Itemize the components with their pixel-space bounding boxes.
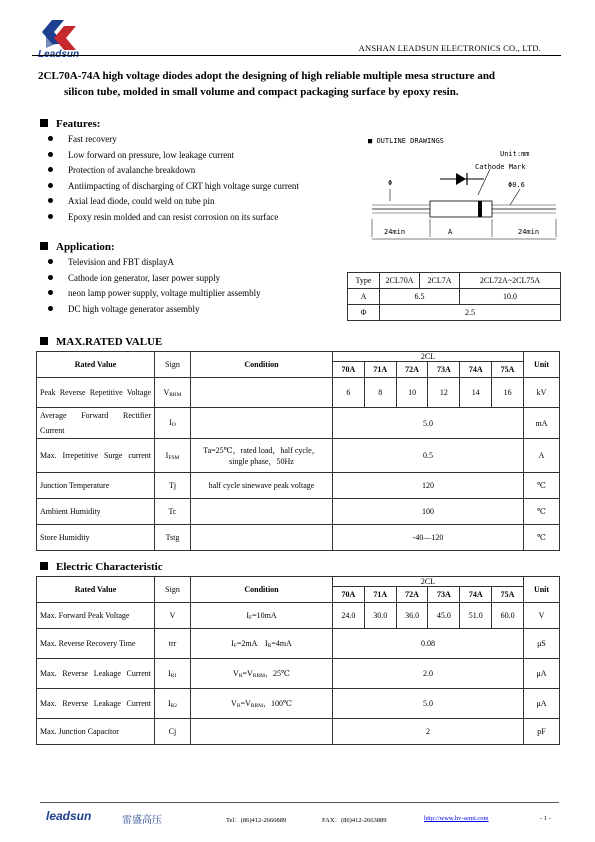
model-header: 72A: [396, 362, 428, 378]
unit-cell: μA: [524, 689, 560, 719]
param-name: Average Forward Rectifier Current: [37, 408, 155, 439]
model-header: 75A: [492, 587, 524, 603]
unit-cell: μA: [524, 659, 560, 689]
value-cell: 30.0: [364, 603, 396, 629]
value-cell: 36.0: [396, 603, 428, 629]
condition-cell: IF=2mA IR=4mA: [191, 629, 333, 659]
condition-cell: [191, 499, 333, 525]
param-name: Peak Reverse Repetitive Voltage: [37, 378, 155, 408]
param-name: Max. Reverse Recovery Time: [37, 629, 155, 659]
intro-line-2: silicon tube, molded in small volume and compact packaging surface by epoxy resin.: [64, 86, 459, 98]
unit-cell: pF: [524, 719, 560, 745]
square-bullet-icon: [40, 337, 48, 345]
list-item: Protection of avalanche breakdown: [48, 163, 299, 179]
value-cell: 16: [492, 378, 524, 408]
outline-title: ■ OUTLINE DRAWINGS: [368, 137, 444, 145]
table-row: [37, 603, 560, 629]
table-cell: 2CL7A: [420, 273, 460, 289]
param-name: Max. Reverse Leakage Current: [37, 659, 155, 689]
rated-value-header: Rated Value: [37, 577, 155, 603]
value-cell: 2: [333, 719, 524, 745]
value-cell: 0.5: [333, 439, 524, 473]
condition-cell: [191, 719, 333, 745]
value-cell: -40—120: [333, 525, 524, 551]
diode-drawing-icon: [360, 133, 564, 255]
table-cell: 10.0: [460, 289, 561, 305]
condition-header: Condition: [191, 577, 333, 603]
company-name: ANSHAN LEADSUN ELECTRONICS CO., LTD.: [358, 43, 541, 53]
list-item: Television and FBT displayA: [48, 255, 261, 271]
table-header-row: [37, 352, 560, 362]
footer-cn-name: 雷盛高压: [122, 815, 162, 826]
condition-header: Condition: [191, 352, 333, 378]
sign-cell: V: [155, 603, 191, 629]
sign-cell: IR2: [155, 689, 191, 719]
param-name: Max. Irrepetitive Surge current: [37, 439, 155, 473]
features-list: [48, 132, 299, 225]
value-cell: 8: [364, 378, 396, 408]
table-row: [348, 289, 561, 305]
application-heading: Application:: [40, 241, 115, 253]
param-name: Max. Junction Capacitor: [37, 719, 155, 745]
condition-cell: [191, 408, 333, 439]
body-length-label: A: [448, 228, 453, 236]
table-cell: 2CL72A~2CL75A: [460, 273, 561, 289]
footer-tel: Tel：(86)412-2660889: [226, 817, 287, 824]
table-row: [37, 719, 560, 745]
model-header: 70A: [333, 362, 365, 378]
sign-cell: IR1: [155, 659, 191, 689]
square-bullet-icon: [40, 119, 48, 127]
logo-text: Leadsun: [38, 49, 80, 60]
param-name: Junction Temperature: [37, 473, 155, 499]
table-row: [37, 629, 560, 659]
square-bullet-icon: [40, 562, 48, 570]
condition-cell: VR=VRRM，100℃: [191, 689, 333, 719]
footer-url-link[interactable]: http://www.hv-semi.com: [424, 815, 489, 822]
model-header: 71A: [364, 362, 396, 378]
value-cell: 45.0: [428, 603, 460, 629]
list-item: Low forward on pressure, low leakage current: [48, 148, 299, 164]
phi-value-label: Φ0.6: [508, 181, 525, 189]
phi-label: Φ: [388, 179, 393, 187]
square-bullet-icon: [40, 242, 48, 250]
sign-cell: Cj: [155, 719, 191, 745]
model-header: 70A: [333, 587, 365, 603]
value-cell: 6: [333, 378, 365, 408]
sign-header: Sign: [155, 352, 191, 378]
unit-header: Unit: [524, 577, 560, 603]
dimension-table: [347, 272, 561, 321]
value-cell: 24.0: [333, 603, 365, 629]
condition-cell: IF=10mA: [191, 603, 333, 629]
sign-cell: Tj: [155, 473, 191, 499]
footer-url[interactable]: [424, 815, 489, 822]
list-item: Antiimpacting of discharging of CRT high voltage surge current: [48, 179, 299, 195]
unit-cell: ℃: [524, 499, 560, 525]
table-cell: A: [348, 289, 380, 305]
table-cell: Φ: [348, 305, 380, 321]
list-item: DC high voltage generator assembly: [48, 302, 261, 318]
list-item: Cathode ion generator, laser power supply: [48, 271, 261, 287]
electric-table: [36, 576, 560, 745]
sign-header: Sign: [155, 577, 191, 603]
application-list: [48, 255, 261, 317]
value-cell: 60.0: [492, 603, 524, 629]
table-cell: 6.5: [380, 289, 460, 305]
value-cell: 5.0: [333, 689, 524, 719]
condition-cell: Ta=25℃，rated load，half cycle，single phase，50Hz: [191, 439, 333, 473]
unit-cell: μS: [524, 629, 560, 659]
param-name: Store Humidity: [37, 525, 155, 551]
unit-cell: ℃: [524, 525, 560, 551]
rated-value-header: Rated Value: [37, 352, 155, 378]
table-cell: 2CL70A: [380, 273, 420, 289]
unit-header: Unit: [524, 352, 560, 378]
table-row: [37, 659, 560, 689]
group-header: 2CL: [333, 577, 524, 587]
unit-label: Unit:mm: [500, 150, 530, 158]
footer-fax: FAX：(86)412-2663889: [322, 817, 387, 824]
table-row: [37, 689, 560, 719]
model-header: 74A: [460, 587, 492, 603]
list-item: Fast recovery: [48, 132, 299, 148]
model-header: 74A: [460, 362, 492, 378]
table-header-row: [37, 577, 560, 587]
value-cell: 10: [396, 378, 428, 408]
intro-paragraph: [38, 68, 560, 100]
group-header: 2CL: [333, 352, 524, 362]
condition-cell: [191, 525, 333, 551]
table-row: [348, 305, 561, 321]
value-cell: 120: [333, 473, 524, 499]
electric-heading: Electric Characteristic: [40, 561, 163, 573]
param-name: Max. Forward Peak Voltage: [37, 603, 155, 629]
table-cell: 2.5: [380, 305, 561, 321]
list-item: Epoxy resin molded and can resist corrosion on its surface: [48, 210, 299, 226]
list-item: neon lamp power supply, voltage multiplier assembly: [48, 286, 261, 302]
param-name: Ambient Humidity: [37, 499, 155, 525]
model-header: 71A: [364, 587, 396, 603]
max-rated-heading: MAX.RATED VALUE: [40, 336, 162, 348]
unit-cell: ℃: [524, 473, 560, 499]
intro-line-1: 2CL70A-74A high voltage diodes adopt the designing of high reliable multiple mesa structure and: [38, 70, 496, 82]
table-row: [37, 499, 560, 525]
header-rule: [32, 55, 561, 56]
value-cell: 51.0: [460, 603, 492, 629]
model-header: 73A: [428, 362, 460, 378]
sign-cell: trr: [155, 629, 191, 659]
unit-cell: kV: [524, 378, 560, 408]
features-heading: Features:: [40, 118, 100, 130]
table-row: [37, 378, 560, 408]
lead-left-label: 24min: [384, 228, 406, 236]
list-item: Axial lead diode, could weld on tube pin: [48, 194, 299, 210]
model-header: 72A: [396, 587, 428, 603]
unit-cell: A: [524, 439, 560, 473]
outline-drawing: [360, 133, 564, 255]
lead-right-label: 24min: [518, 228, 540, 236]
value-cell: 14: [460, 378, 492, 408]
value-cell: 0.08: [333, 629, 524, 659]
sign-cell: Tc: [155, 499, 191, 525]
unit-cell: mA: [524, 408, 560, 439]
value-cell: 100: [333, 499, 524, 525]
model-header: 73A: [428, 587, 460, 603]
page-number: - 1 -: [540, 815, 551, 822]
condition-cell: VR=VRRM，25℃: [191, 659, 333, 689]
unit-cell: V: [524, 603, 560, 629]
footer-rule: [40, 802, 559, 803]
condition-cell: half cycle sinewave peak voltage: [191, 473, 333, 499]
condition-cell: [191, 378, 333, 408]
sign-cell: Tstg: [155, 525, 191, 551]
table-row: [37, 408, 560, 439]
table-row: [348, 273, 561, 289]
value-cell: 5.0: [333, 408, 524, 439]
sign-cell: VRRM: [155, 378, 191, 408]
table-cell: Type: [348, 273, 380, 289]
model-header: 75A: [492, 362, 524, 378]
value-cell: 2.0: [333, 659, 524, 689]
cathode-mark-label: Cathode Mark: [475, 163, 526, 171]
sign-cell: IO: [155, 408, 191, 439]
table-row: [37, 473, 560, 499]
table-row: [37, 525, 560, 551]
sign-cell: IFSM: [155, 439, 191, 473]
value-cell: 12: [428, 378, 460, 408]
max-rated-table: [36, 351, 560, 551]
table-row: [37, 439, 560, 473]
param-name: Max. Reverse Leakage Current: [37, 689, 155, 719]
footer-logo: leadsun: [46, 809, 92, 823]
